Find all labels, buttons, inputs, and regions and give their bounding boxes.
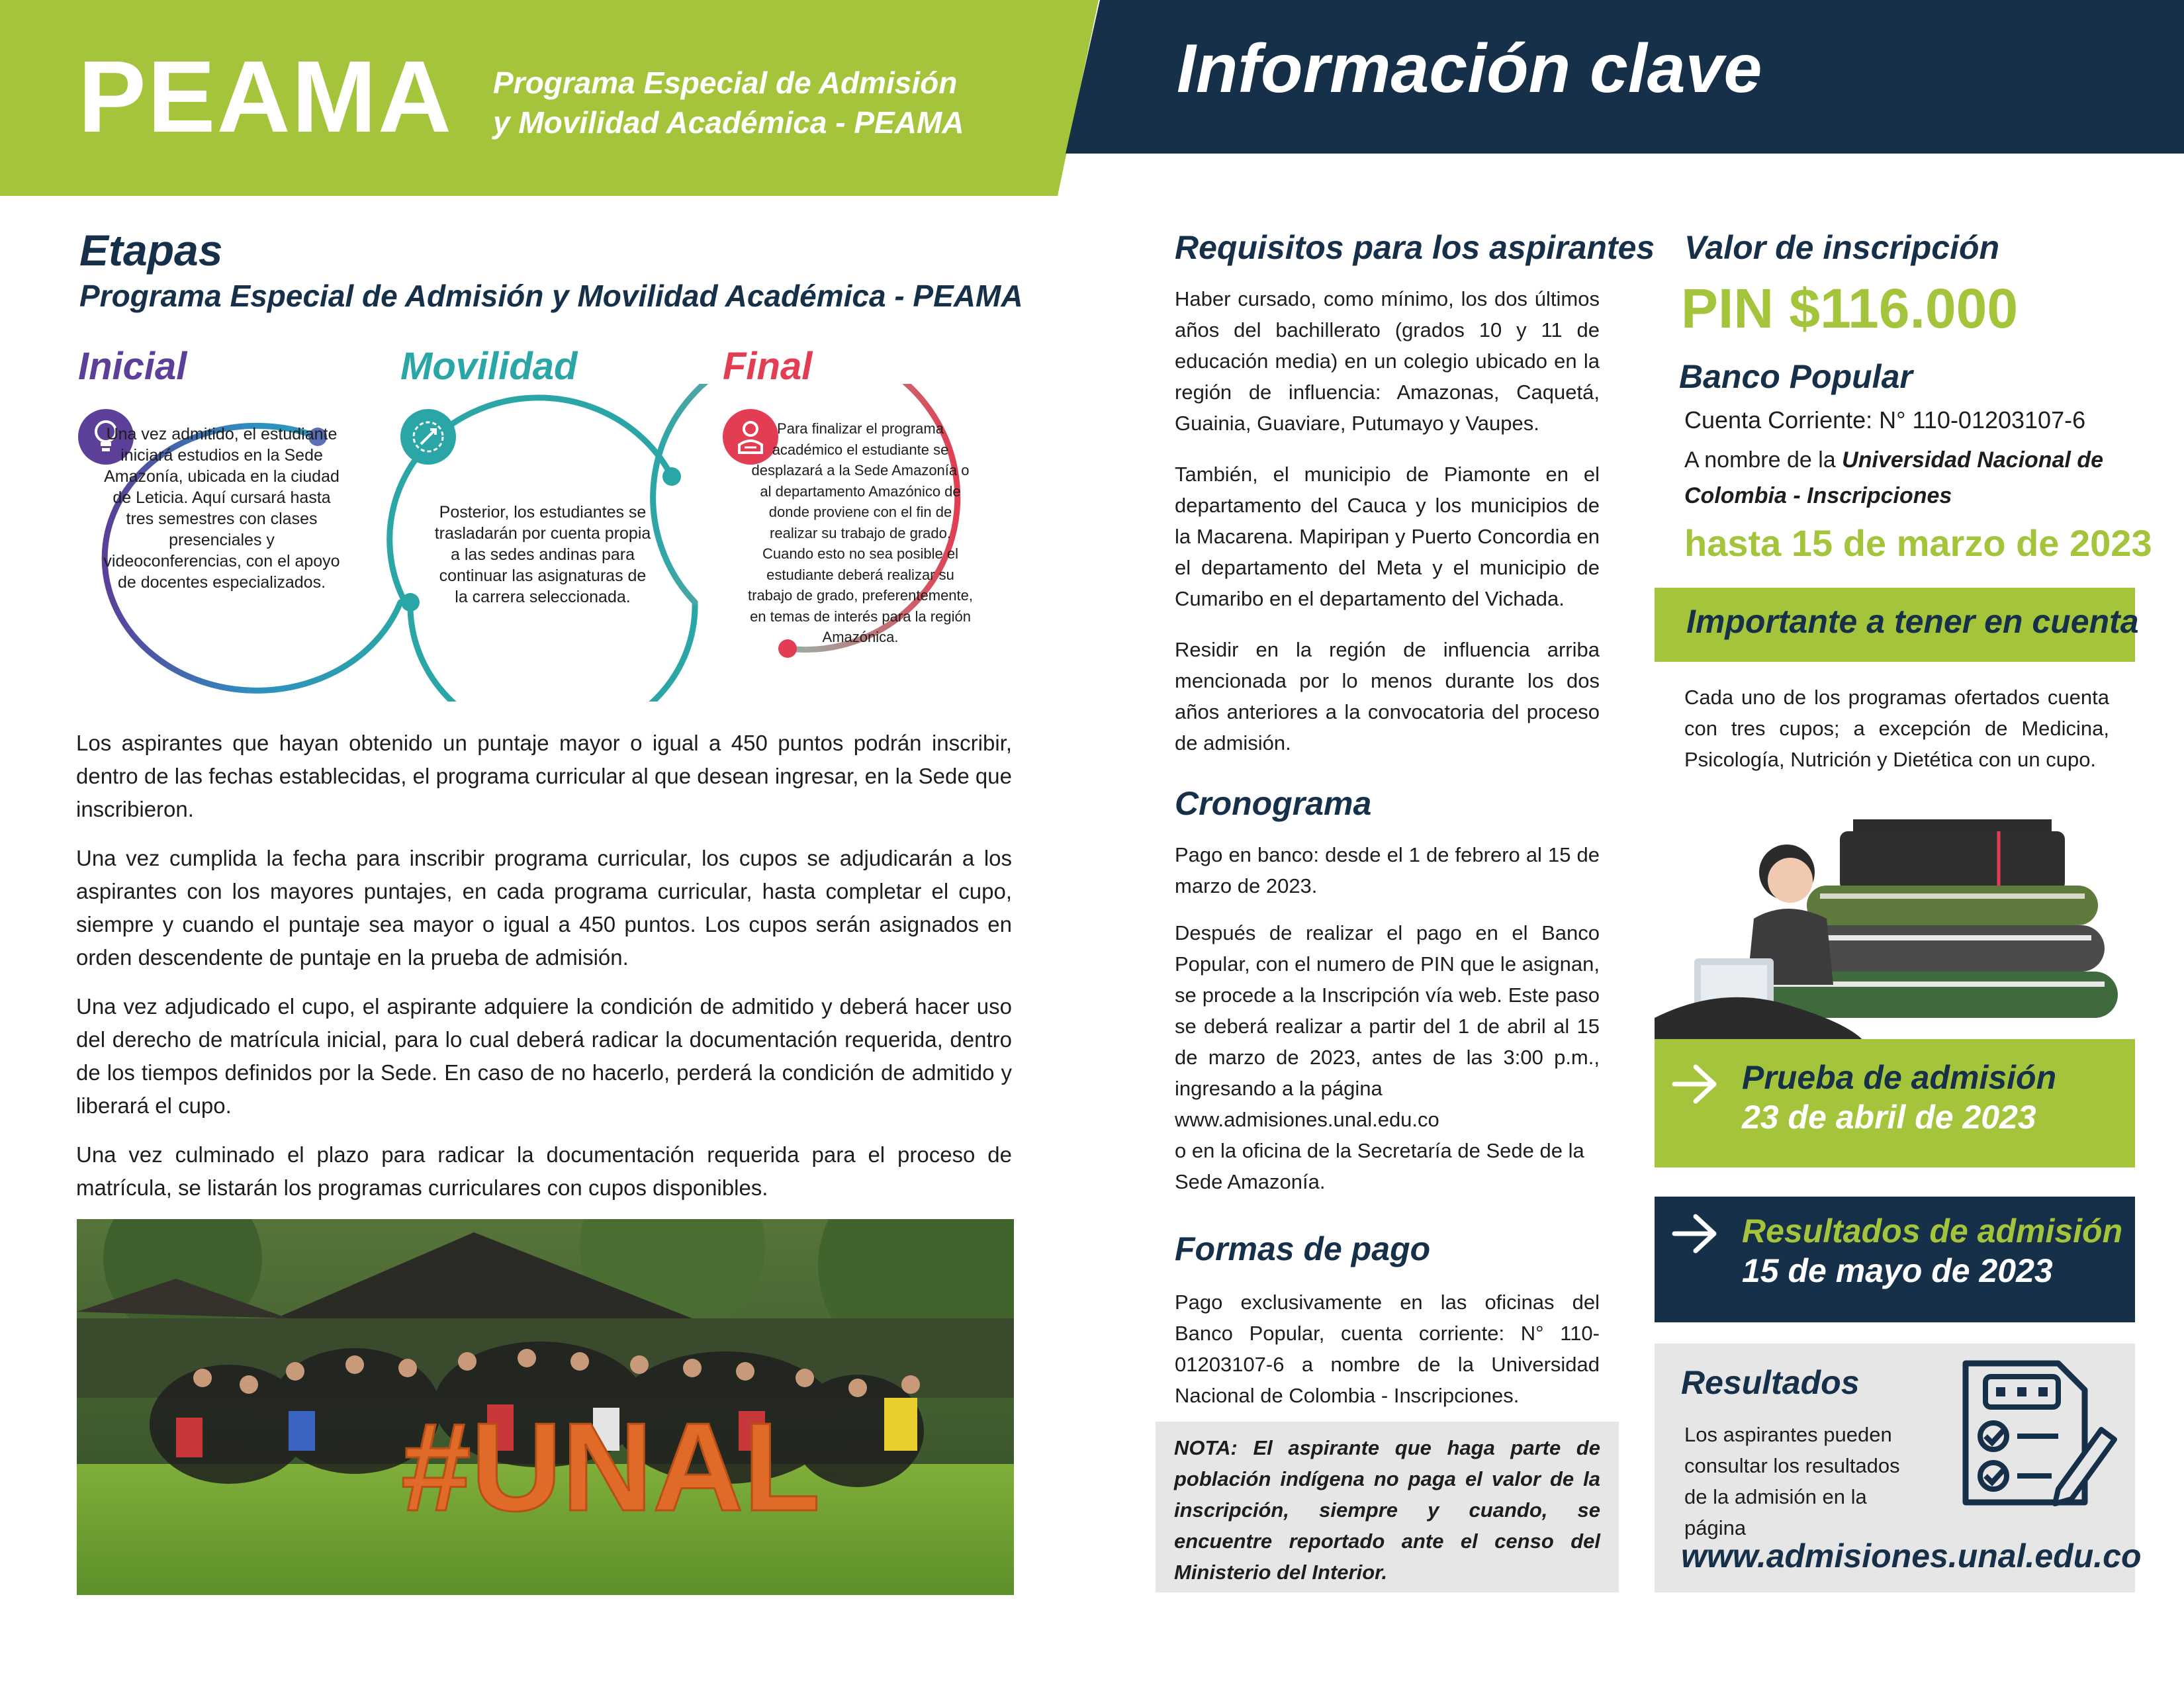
program-name (493, 63, 964, 142)
cronograma-body (1175, 839, 1600, 1197)
cronograma-paragraph: Pago en banco: desde el 1 de febrero al 15 de marzo de 2023. (1175, 843, 1600, 897)
account-holder-prefix: A nombre de la (1684, 447, 1843, 473)
stage-movilidad-end-dot (662, 467, 681, 486)
program-name-line2: y Movilidad Académica - PEAMA (493, 105, 964, 140)
formas-pago-body (1175, 1287, 1600, 1411)
importante-text: Cada uno de los programas ofertados cuenta con tres cupos; a excepción de Medicina, Psicología, Nutrición y Dietética con un cupo. (1684, 686, 2109, 771)
account-holder (1684, 442, 2161, 514)
importante-body (1684, 682, 2109, 775)
brand-title: PEAMA (78, 40, 453, 154)
checklist-icon (1952, 1350, 2118, 1516)
nota-box (1156, 1422, 1619, 1592)
key-info-title: Información clave (1177, 30, 1762, 107)
stage-inicial-text: Una vez admitido, el estudiante iniciará estudios en la Sede Amazonía, ubicada en la ciudad de Leticia. Aquí cursará hasta tres semestres con clases presenciales y videoconferencias, con el apoyo de docentes especializados. (103, 425, 340, 592)
formas-pago-title: Formas de pago (1175, 1230, 1431, 1267)
program-name-line1: Programa Especial de Admisión (493, 66, 958, 100)
inscription-deadline: hasta 15 de marzo de 2023 (1684, 522, 2152, 564)
bank-name: Banco Popular (1679, 358, 1913, 395)
main-paragraphs (76, 727, 1012, 1220)
stage-movilidad-start-dot (401, 593, 420, 612)
cronograma-after-url: o en la oficina de la Secretaría de Sede de la Sede Amazonía. (1175, 1139, 1584, 1193)
nota-text: NOTA: El aspirante que haga parte de población indígena no paga el valor de la inscripción, siempre y cuando, se encuentre reportado ante el censo del Ministerio del Interior. (1174, 1436, 1600, 1584)
resultados-text: Los aspirantes pueden consultar los resultados de la admisión en la página (1684, 1423, 1900, 1539)
resultados-url[interactable]: www.admisiones.unal.edu.co (1681, 1537, 2142, 1575)
stage-movilidad-text: Posterior, los estudiantes se trasladarán por cuenta propia a las sedes andinas para continuar las asignaturas de la carrera seleccionada. (434, 503, 651, 606)
stage-movilidad-ring-bottom (410, 602, 695, 702)
etapas-subtitle: Programa Especial de Admisión y Movilidad Académica - PEAMA (79, 279, 1023, 313)
bank-account: Cuenta Corriente: N° 110-01203107-6 (1684, 406, 2086, 434)
requisitos-paragraph: También, el municipio de Piamonte en el departamento del Cauca y los municipios de la Macarena. Mapiripan y Puerto Concordia en el departamento del Meta y el municipio de Cumaribo en el departamento del Vichada. (1175, 463, 1600, 610)
group-photo (77, 1219, 1014, 1595)
prueba-text (1742, 1058, 2056, 1137)
arrow-right-icon (1669, 1205, 1727, 1263)
stage-inicial-title: Inicial (78, 345, 187, 388)
main-paragraph: Una vez cumplida la fecha para inscribir programa curricular, los cupos se adjudicarán a los aspirantes con los mayores puntajes, en cada programa curricular, hasta completar el cupo, siempre y cuando el puntaje sea mayor o igual a 450 puntos. Los cupos serán asignados en orden descendente de puntaje en la prueba de admisión. (76, 846, 1012, 970)
requisitos-paragraph: Haber cursado, como mínimo, los dos últimos años del bachillerato (grados 10 y 11 de educación media) en un colegio ubicado en la región de influencia: Amazonas, Caquetá, Guainia, Guaviare, Putumayo y Vaupes. (1175, 287, 1600, 435)
photo-sign: #UNAL (401, 1397, 821, 1537)
etapas-title: Etapas (79, 226, 223, 275)
cronograma-url[interactable]: www.admisiones.unal.edu.co (1175, 1108, 1439, 1131)
main-paragraph: Una vez adjudicado el cupo, el aspirante adquiere la condición de admitido y deberá hacer uso del derecho de matrícula inicial, para lo cual deberá radicar la documentación requerida, dentro de los tiempos definidos por la Sede. En caso de no hacerlo, perderá la condición de admitido y liberará el cupo. (76, 994, 1012, 1118)
prueba-title: Prueba de admisión (1742, 1059, 2057, 1096)
importante-title: Importante a tener en cuenta (1686, 603, 2139, 640)
cronograma-title: Cronograma (1175, 785, 1372, 822)
requisitos-title: Requisitos para los aspirantes (1175, 229, 1655, 266)
main-paragraph: Una vez culminado el plazo para radicar la documentación requerida para el proceso de matrícula, se listarán los programas curriculares con cupos disponibles. (76, 1142, 1012, 1200)
requisitos-paragraph: Residir en la región de influencia arriba mencionada por lo menos durante los dos años anteriores a la convocatoria del proceso de admisión. (1175, 638, 1600, 754)
rocket-icon (400, 409, 456, 465)
stage-final-text: Para finalizar el programa académico el estudiante se desplazará a la Sede Amazonía o al departamento Amazónico de donde proviene con el fin de realizar su trabajo de grado. Cuando esto no sea posible el estudiante deberá realizar su trabajo de grado, preferentemente, en temas de interés para la región Amazónica. (748, 420, 974, 645)
resultados-fecha-title: Resultados de admisión (1742, 1212, 2123, 1250)
requisitos-body (1175, 283, 1600, 758)
cronograma-paragraph: Después de realizar el pago en el Banco Popular, con el numero de PIN que le asignan, se procede a la Inscripción vía web. Este paso se deberá realizar a partir del 1 de abril al 15 de marzo de 2023, antes de las 3:00 p.m., ingresando a la página (1175, 921, 1600, 1100)
main-paragraph: Los aspirantes que hayan obtenido un puntaje mayor o igual a 450 puntos podrán inscribir, dentro de las fechas establecidas, el programa curricular al que desean ingresar, en la Sede que inscribieron. (76, 731, 1012, 821)
account-holder-name-2: Colombia - Inscripciones (1684, 483, 1952, 508)
resultados-title: Resultados (1681, 1364, 1860, 1401)
stage-movilidad-title: Movilidad (400, 345, 578, 388)
arrow-right-icon (1669, 1055, 1727, 1113)
valor-title: Valor de inscripción (1684, 229, 2000, 266)
account-holder-name-1: Universidad Nacional de (1842, 447, 2104, 473)
resultados-fecha-date: 15 de mayo de 2023 (1742, 1252, 2053, 1289)
prueba-date: 23 de abril de 2023 (1742, 1099, 2036, 1136)
formas-pago-text: Pago exclusivamente en las oficinas del Banco Popular, cuenta corriente: N° 110-01203107-6 a nombre de la Universidad Nacional de Colombia - Inscripciones. (1175, 1291, 1600, 1407)
stage-final-title: Final (723, 345, 813, 388)
student-books-illustration (1655, 819, 2135, 1044)
pin-price: PIN $116.000 (1681, 277, 2019, 340)
resultados-fecha-text (1742, 1211, 2122, 1291)
